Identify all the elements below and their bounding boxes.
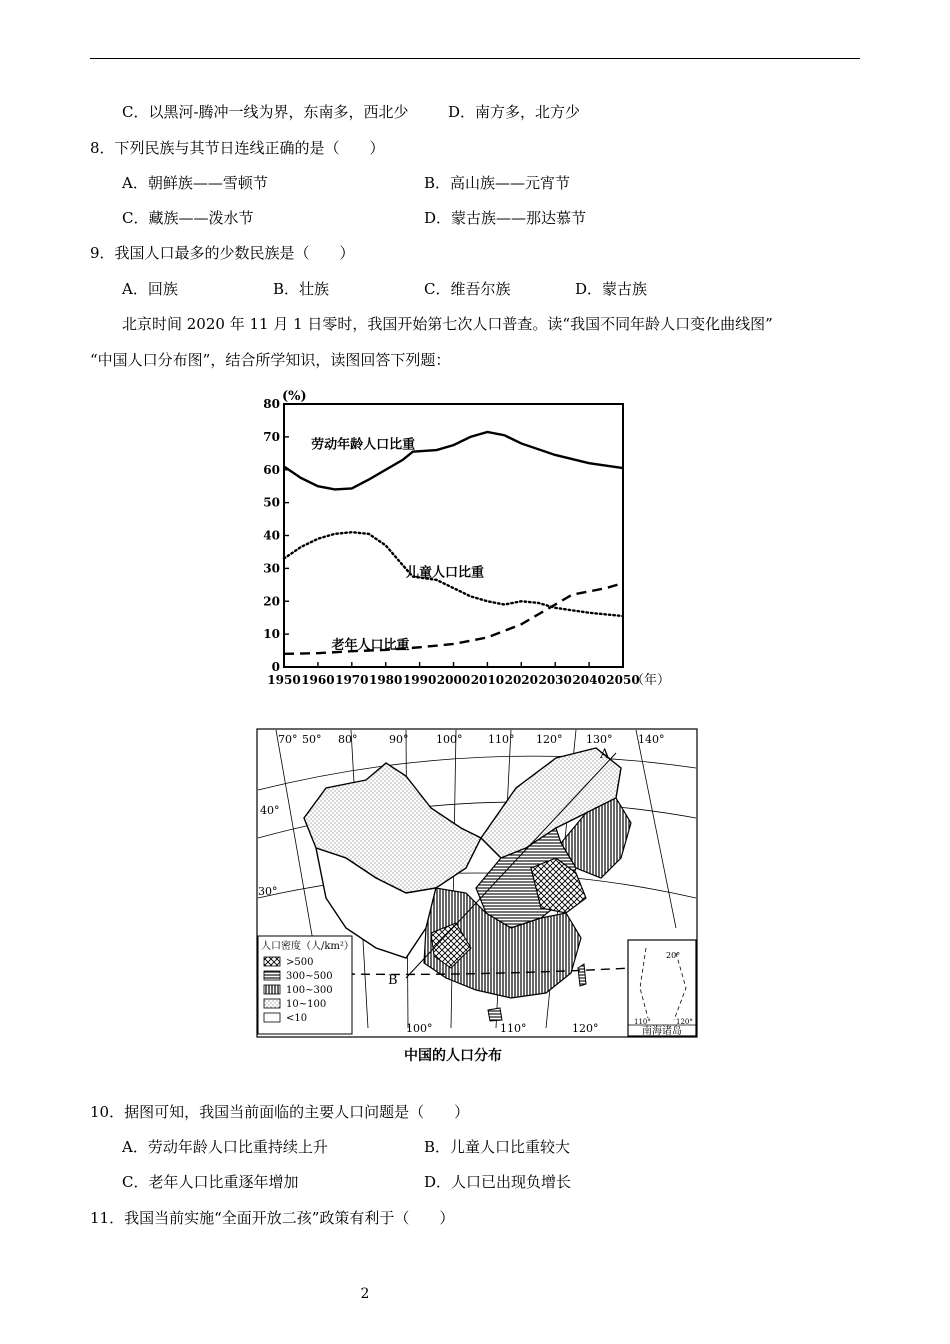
age-structure-line-chart (262, 384, 692, 694)
series-label-children: 儿童人口比重 (406, 565, 485, 581)
x-tick-label: 2000 (436, 673, 471, 687)
x-tick-label: 2010 (470, 673, 505, 687)
q10-option-b: B．儿童人口比重较大 (424, 1138, 571, 1156)
intro-line-1: 北京时间 2020 年 11 月 1 日零时，我国开始第七次人口普查。读“我国不同年龄人口变化曲线图” (122, 315, 773, 333)
legend-swatch (264, 985, 280, 994)
q7-option-d: D．南方多，北方少 (448, 103, 581, 121)
y-tick-label: 40 (263, 528, 280, 543)
y-tick-label: 60 (263, 462, 280, 477)
map-top-label: 100° (436, 733, 463, 746)
map-left-label: 30° (258, 885, 278, 898)
region-taiwan (578, 964, 586, 986)
x-tick-label: 1990 (402, 673, 437, 687)
legend-label: <10 (286, 1013, 308, 1024)
q9-option-c: C．维吾尔族 (424, 280, 511, 298)
map-top-label: 130° (586, 733, 613, 746)
x-axis-unit: （年） (631, 673, 671, 688)
series-label-working-age: 劳动年龄人口比重 (311, 437, 416, 453)
q8-stem: 8．下列民族与其节日连线正确的是（ ） (90, 139, 385, 157)
legend-label: 300~500 (286, 971, 333, 982)
q7-option-c: C．以黑河-腾冲一线为界，东南多，西北少 (122, 103, 409, 121)
x-tick-label: 2040 (572, 673, 606, 687)
y-tick-label: 20 (263, 594, 280, 609)
map-bottom-label: 120° (572, 1022, 599, 1035)
y-tick-label: 30 (263, 561, 280, 576)
q9-option-d: D．蒙古族 (575, 280, 648, 298)
inset-lat-20: 20° (666, 951, 681, 960)
y-tick-label: 10 (263, 627, 280, 642)
page-number: 2 (360, 1286, 370, 1302)
map-bottom-label: 100° (406, 1022, 433, 1035)
x-tick-label: 1970 (335, 673, 369, 687)
inset-lon-120: 120° (676, 1018, 693, 1026)
series-label-elderly: 老年人口比重 (331, 637, 410, 653)
legend-swatch (264, 999, 280, 1008)
x-tick-label: 1950 (267, 673, 301, 687)
x-tick-label: 2020 (504, 673, 539, 687)
map-left-label: 40° (260, 804, 280, 817)
q8-option-d: D．蒙古族——那达慕节 (424, 209, 587, 227)
legend-swatch (264, 971, 280, 980)
q10-stem: 10．据图可知，我国当前面临的主要人口问题是（ ） (90, 1103, 470, 1121)
x-tick-label: 2030 (538, 673, 572, 687)
legend-label: 10~100 (286, 999, 327, 1010)
x-tick-label: 1960 (301, 673, 335, 687)
map-top-label: 80° (338, 733, 358, 746)
legend-swatch (264, 957, 280, 966)
map-top-label: 140° (638, 733, 665, 746)
legend-swatch (264, 1013, 280, 1022)
q9-option-a: A．回族 (122, 280, 178, 298)
map-top-label: 50° (302, 733, 322, 746)
map-caption: 中国的人口分布 (404, 1048, 502, 1064)
intro-line-2: “中国人口分布图”，结合所学知识，读图回答下列题： (90, 351, 451, 369)
q9-stem: 9．我国人口最多的少数民族是（ ） (90, 244, 355, 262)
q11-stem: 11．我国当前实施“全面开放二孩”政策有利于（ ） (90, 1209, 455, 1227)
q8-option-c: C．藏族——泼水节 (122, 209, 254, 227)
legend-label: 100~300 (286, 985, 333, 996)
map-point-a: A (600, 747, 610, 762)
y-tick-label: 0 (271, 660, 280, 674)
region-hainan (488, 1008, 502, 1021)
q9-option-b: B．壮族 (273, 280, 330, 298)
header-rule (90, 58, 860, 59)
q10-option-c: C．老年人口比重逐年增加 (122, 1173, 299, 1191)
x-tick-label: 1980 (368, 673, 403, 687)
y-tick-label: 80 (263, 397, 280, 411)
legend-label: >500 (286, 957, 314, 968)
map-top-label: 70° (278, 733, 298, 746)
map-point-b: B (388, 973, 398, 988)
map-legend-title: 人口密度（人/km²） (261, 941, 354, 952)
q10-option-d: D．人口已出现负增长 (424, 1173, 572, 1191)
inset-lon-110: 110° (634, 1018, 651, 1026)
x-tick-label: 2050 (606, 673, 640, 687)
map-top-label: 110° (488, 733, 515, 746)
inset-title: 南海诸岛 (642, 1026, 682, 1037)
map-top-label: 90° (389, 733, 409, 746)
y-tick-label: 70 (263, 429, 280, 444)
china-population-map (256, 728, 698, 1040)
map-bottom-label: 110° (500, 1022, 527, 1035)
map-top-label: 120° (536, 733, 563, 746)
y-axis-unit: (%) (282, 389, 307, 404)
q8-option-a: A．朝鲜族——雪顿节 (122, 174, 268, 192)
q10-option-a: A．劳动年龄人口比重持续上升 (122, 1138, 328, 1156)
q8-option-b: B．高山族——元宵节 (424, 174, 571, 192)
y-tick-label: 50 (263, 495, 280, 510)
